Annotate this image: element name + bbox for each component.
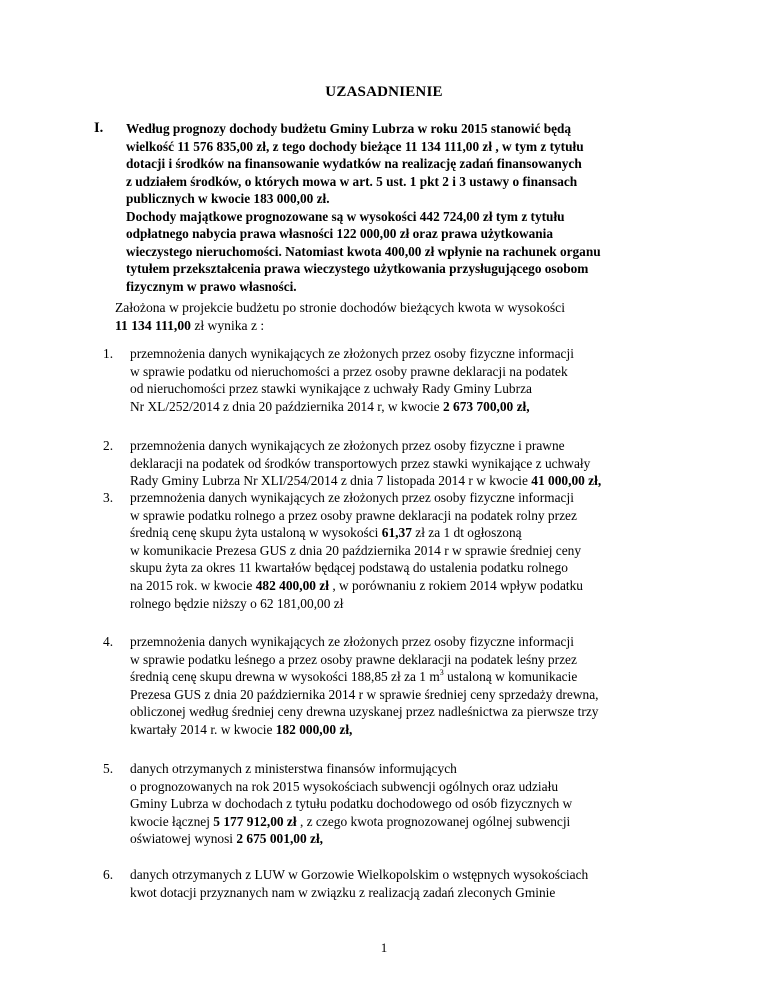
amount: 61,37 xyxy=(381,525,412,541)
text-run: zł za 1 dt ogłoszoną xyxy=(411,525,522,541)
list-item-line: w sprawie podatku rolnego a przez osoby prawne deklaracji na podatek rolny przez xyxy=(130,507,577,523)
text-run: kwartały 2014 r. w kwocie xyxy=(130,721,276,737)
text-run: , z czego kwota prognozowanej ogólnej subwencji xyxy=(296,813,571,829)
text-run: średnią cenę skupu drewna w wysokości 188,85 zł za 1 m xyxy=(130,669,440,685)
section-line: wieczystego nieruchomości. Natomiast kwota 400,00 zł wpłynie na rachunek organu xyxy=(126,243,601,259)
list-item-line: od nieruchomości przez stawki wynikające z uchwały Rady Gminy Lubrza xyxy=(130,381,532,397)
text-run: ustaloną w komunikacie xyxy=(443,669,578,685)
list-item-number: 1. xyxy=(103,346,114,361)
superscript: 3 xyxy=(439,668,444,678)
list-item xyxy=(103,489,688,612)
section-line: fizycznym w prawo własności. xyxy=(126,278,297,294)
list-item-line: przemnożenia danych wynikających ze złożonych przez osoby fizyczne informacji xyxy=(130,346,574,361)
list-item-line: danych otrzymanych z LUW w Gorzowie Wielkopolskim o wstępnych wysokościach xyxy=(130,867,589,882)
list-item-number: 6. xyxy=(103,867,114,882)
list-item xyxy=(103,437,688,490)
section-line: publicznych w kwocie 183 000,00 zł. xyxy=(126,191,330,206)
list-item-line: przemnożenia danych wynikających ze złożonych przez osoby fizyczne i prawne xyxy=(130,438,565,453)
amount: 5 177 912,00 zł xyxy=(213,813,297,829)
list-item xyxy=(103,760,688,848)
intro-amount: 11 134 111,00 xyxy=(115,318,191,333)
list-item-line xyxy=(130,813,688,831)
list-item xyxy=(103,866,688,901)
section-line: Według prognozy dochody budżetu Gminy Lubrza w roku 2015 stanowić będą xyxy=(126,121,572,136)
amount: 482 400,00 zł xyxy=(255,577,329,593)
list-item-line: w komunikacie Prezesa GUS z dnia 20 października 2014 r w sprawie średniej ceny xyxy=(130,542,582,558)
text-run: kwocie łącznej xyxy=(130,813,214,829)
list-item xyxy=(103,345,688,415)
text-run: na 2015 rok. w kwocie xyxy=(130,577,256,593)
list-item-line xyxy=(130,721,688,739)
list-item-line xyxy=(130,577,688,595)
list-item-line: przemnożenia danych wynikających ze złożonych przez osoby fizyczne informacji xyxy=(130,634,574,649)
list-item-line: obliczonej według średniej ceny drewna uzyskanej przez nadleśnictwa za pierwsze trzy xyxy=(130,704,599,720)
text-run: , w porównaniu z rokiem 2014 wpływ podatku xyxy=(328,577,583,593)
section-line: dotacji i środków na finansowanie wydatków na realizację zadań finansowanych xyxy=(126,156,582,171)
list-item-line xyxy=(130,830,688,848)
list-item-number: 2. xyxy=(103,438,114,453)
list-item-line xyxy=(130,472,688,490)
section-line: z udziałem środków, o których mowa w art. 5 ust. 1 pkt 2 i 3 ustawy o finansach xyxy=(126,173,578,189)
intro-rest: zł wynika z : xyxy=(190,318,265,333)
amount: 2 675 001,00 zł, xyxy=(236,831,324,847)
list-item-line xyxy=(130,524,688,542)
list-item xyxy=(103,633,688,739)
list-item-line: Gminy Lubrza w dochodach z tytułu podatku dochodowego od osób fizycznych w xyxy=(130,796,573,812)
list-item-number: 3. xyxy=(103,490,114,505)
list-item-line: deklaracji na podatek od środków transportowych przez stawki wynikające z uchwały xyxy=(130,455,591,471)
list-item-line: rolnego będzie niższy o 62 181,00,00 zł xyxy=(130,595,344,611)
amount: 41 000,00 zł, xyxy=(531,473,602,489)
list-item-line: Prezesa GUS z dnia 20 października 2014 r w sprawie średniej ceny sprzedaży drewna, xyxy=(130,686,599,702)
text-run: średnią cenę skupu żyta ustaloną w wysokości xyxy=(130,525,382,541)
list-item-line: skupu żyta za okres 11 kwartałów będącej podstawą do ustalenia podatku rolnego xyxy=(130,560,568,576)
section-line: tytułem przekształcenia prawa wieczystego użytkowania przysługującego osobom xyxy=(126,261,589,276)
list-item-line: przemnożenia danych wynikających ze złożonych przez osoby fizyczne informacji xyxy=(130,490,574,505)
section-line: Dochody majątkowe prognozowane są w wysokości 442 724,00 zł tym z tytułu xyxy=(126,208,565,224)
amount: 2 673 700,00 zł, xyxy=(442,398,530,414)
intro-line xyxy=(115,317,675,335)
section-line: wielkość 11 576 835,00 zł, z tego dochody bieżące 11 134 111,00 zł , w tym z tytułu xyxy=(126,138,584,154)
list-item-number: 5. xyxy=(103,761,114,776)
document-title: UZASADNIENIE xyxy=(325,84,443,100)
page-number: 1 xyxy=(380,940,388,955)
list-item-line xyxy=(130,668,688,686)
list-item-line: danych otrzymanych z ministerstwa finansów informujących xyxy=(130,761,457,776)
intro-paragraph xyxy=(115,299,675,335)
list-item-line: w sprawie podatku od nieruchomości a przez osoby prawne deklaracji na podatek xyxy=(130,363,568,379)
text-run: oświatowej wynosi xyxy=(130,831,237,847)
text-run: Nr XL/252/2014 z dnia 20 października 2014 r, w kwocie xyxy=(130,398,443,414)
list-item-line: kwot dotacji przyznanych nam w związku z realizacją zadań zleconych Gminie xyxy=(130,884,556,900)
list-item-number: 4. xyxy=(103,634,114,649)
text-run: Rady Gminy Lubrza Nr XLI/254/2014 z dnia 7 listopada 2014 r w kwocie xyxy=(130,473,532,489)
intro-line: Założona w projekcie budżetu po stronie dochodów bieżących kwota w wysokości xyxy=(115,300,565,315)
list-item-line: w sprawie podatku leśnego a przez osoby prawne deklaracji na podatek leśny przez xyxy=(130,651,577,667)
section-number: I. xyxy=(94,120,104,136)
list-item-line: o prognozowanych na rok 2015 wysokościach subwencji ogólnych oraz udziału xyxy=(130,778,559,794)
list-item-line xyxy=(130,398,688,416)
amount: 182 000,00 zł, xyxy=(275,721,353,737)
section-line: odpłatnego nabycia prawa własności 122 000,00 zł oraz prawa użytkowania xyxy=(126,226,553,241)
section-body xyxy=(126,120,686,295)
